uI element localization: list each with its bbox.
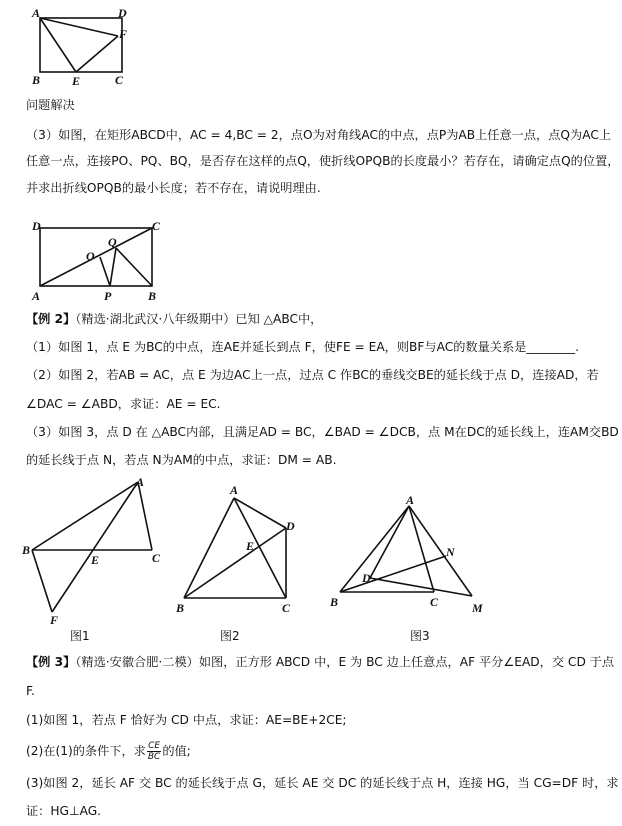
label-A: A xyxy=(230,483,239,497)
label-E: E xyxy=(72,74,81,87)
label-O: O xyxy=(86,249,95,263)
label-B: B xyxy=(148,289,157,303)
label-D: D xyxy=(286,519,295,533)
label-C: C xyxy=(152,219,161,233)
label-A: A xyxy=(406,493,415,507)
label-C: C xyxy=(115,73,124,87)
example3-part2 xyxy=(26,741,616,762)
label-E: E xyxy=(91,553,100,567)
label-A: A xyxy=(32,289,41,303)
label-D: D xyxy=(362,571,371,585)
label-C: C xyxy=(430,595,439,609)
example3-part3-a: (3)如图 2，延长 AF 交 BC 的延长线于点 G，延长 AE 交 DC 的延长线于点 H，连接 HG，当 CG=DF 时，求 xyxy=(26,776,619,790)
example2-part3-a: （3）如图 3，点 D 在 △ABC内部，且满足AD = BC，∠BAD = ∠DCB，点 M在DC的延长线上，连AM交BD xyxy=(26,425,619,439)
example2-part2-b: ∠DAC = ∠ABD，求证：AE = EC. xyxy=(26,397,221,411)
label-B: B xyxy=(176,601,185,615)
label-B: B xyxy=(32,73,41,87)
fraction-denominator: BC xyxy=(147,752,161,762)
example2-part1: （1）如图 1，点 E 为BC的中点，连AE并延长到点 F，使FE = EA，则BF与AC的数量关系是________. xyxy=(26,340,579,354)
example3-tag: 【例 3】 xyxy=(26,655,76,669)
label-F: F xyxy=(119,27,128,41)
fraction-ce-over-bc xyxy=(147,741,161,762)
label-A: A xyxy=(136,475,145,489)
example3-source: （精选·安徽合肥·二模）如图，正方形 ABCD 中，E 为 BC 边上任意点，AF 平分∠EAD，交 CD 于点 xyxy=(75,655,615,669)
label-E: E xyxy=(246,539,255,553)
example3-part2-suffix: 的值; xyxy=(162,744,191,758)
figure-1-caption: 图1 xyxy=(70,629,90,643)
figure-2 xyxy=(170,482,320,644)
label-A: A xyxy=(32,6,41,20)
figure-3 xyxy=(322,492,492,644)
label-F: F xyxy=(50,613,59,627)
label-P: P xyxy=(104,289,112,303)
fraction-numerator: CE xyxy=(148,741,161,751)
example2-title xyxy=(26,311,616,327)
label-N: N xyxy=(446,545,455,559)
label-C: C xyxy=(152,551,161,565)
example2-source: （精选·湖北武汉·八年级期中）已知 △ABC中， xyxy=(75,312,323,326)
label-C: C xyxy=(282,601,291,615)
example2-tag: 【例 2】 xyxy=(26,312,76,326)
figure-3-caption: 图3 xyxy=(410,629,430,643)
example3-part2-prefix: (2)在(1)的条件下，求 xyxy=(26,744,146,758)
heading-problem-solving: 问题解决 xyxy=(26,98,75,112)
q3-line-1: （3）如图，在矩形ABCD中，AC = 4,BC = 2，点O为对角线AC的中点，点P为AB上任意一点，点Q为AC上 xyxy=(26,128,612,142)
figure-2-caption: 图2 xyxy=(220,629,240,643)
example3-title xyxy=(26,654,616,670)
q3-line-2: 任意一点，连接PO、PQ、BQ，是否存在这样的点Q，使折线OPQB的长度最小？若存在，请确定点Q的位置， xyxy=(26,154,620,168)
q3-line-3: 并求出折线OPQB的最小长度；若不存在，请说明理由. xyxy=(26,181,321,195)
label-D: D xyxy=(32,219,41,233)
label-B: B xyxy=(22,543,31,557)
figure-rectangle-opqb xyxy=(28,218,168,304)
label-D: D xyxy=(118,6,127,20)
example2-part3-b: 的延长线于点 N，若点 N为AM的中点，求证：DM = AB. xyxy=(26,453,337,467)
example3-title-end: F. xyxy=(26,684,35,698)
example2-part2-a: （2）如图 2，若AB = AC，点 E 为边AC上一点，过点 C 作BC的垂线交BE的延长线于点 D，连接AD，若 xyxy=(26,368,599,382)
label-Q: Q xyxy=(108,235,117,249)
label-M: M xyxy=(472,601,483,615)
figure-rectangle-top xyxy=(30,5,140,87)
example3-part3-b: 证：HG⊥AG. xyxy=(26,804,102,818)
figure-1 xyxy=(18,472,178,644)
example3-part1: (1)如图 1，若点 F 恰好为 CD 中点，求证：AE=BE+2CE; xyxy=(26,713,347,727)
label-B: B xyxy=(330,595,339,609)
